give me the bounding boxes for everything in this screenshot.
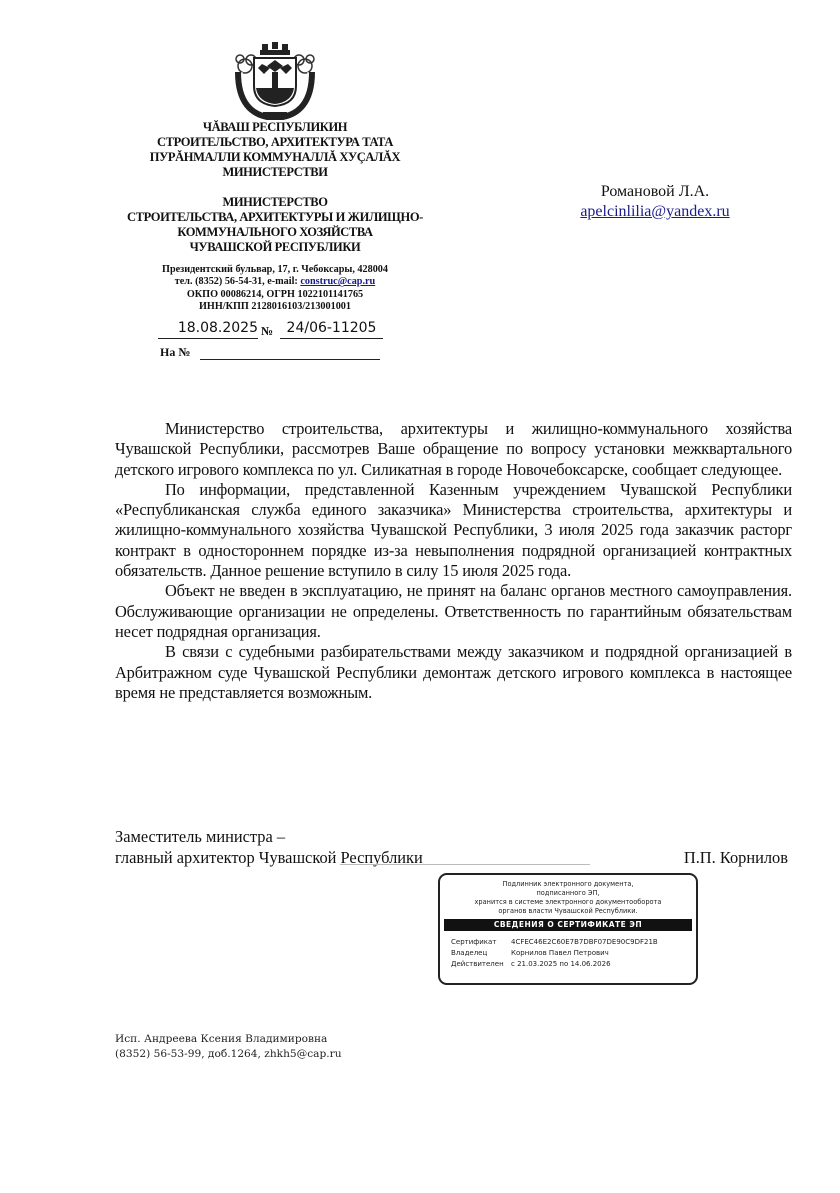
ministry-name-chuvash-line: ЧĂВАШ РЕСПУБЛИКИН	[202, 120, 348, 134]
ministry-name-chuvash-line: ПУРĂНМАЛЛИ КОММУНАЛЛĂ ХУÇАЛĂХ	[149, 150, 401, 164]
stamp-header-line: Подлинник электронного документа,	[502, 880, 634, 888]
ministry-okpo-ogrn: ОКПО 00086214, ОГРН 1022101141765	[186, 288, 364, 300]
stamp-header-line: органов власти Чувашской Республики.	[498, 907, 638, 915]
ministry-contacts	[130, 264, 420, 314]
stamp-header-line: подписанного ЭП,	[536, 889, 600, 897]
stamp-details	[451, 937, 696, 970]
letter-body	[115, 419, 792, 703]
ministry-name-chuvash	[110, 120, 440, 180]
executor-name: Исп. Андреева Ксения Владимировна	[115, 1033, 328, 1045]
stamp-value: Корнилов Павел Петрович	[511, 949, 609, 957]
body-paragraph: По информации, представленной Казенным учреждением Чувашской Республики «Республиканская служба единого заказчика» Министерства строительства, архитектуры и жилищно-коммунального хозяйства Чувашской Республики, 3 июля 2025 года заказчик расторг контракт в одностороннем порядке из-за невыполнения подрядной организацией контрактных обязательств. Данное решение вступило в силу 15 июля 2025 года.	[115, 479, 792, 581]
ministry-inn-kpp: ИНН/КПП 2128016103/213001001	[199, 301, 351, 313]
stamp-key: Сертификат	[451, 938, 497, 946]
ministry-name-chuvash-line: МИНИСТЕРСТВИ	[222, 165, 328, 179]
reference-line	[158, 345, 383, 361]
stamp-key: Действителен	[451, 960, 504, 968]
addressee-block	[555, 182, 755, 222]
ministry-name-russian-line: КОММУНАЛЬНОГО ХОЗЯЙСТВА	[177, 225, 373, 239]
stamp-key: Владелец	[451, 949, 488, 957]
addressee-email-link[interactable]: apelcinlilia@yandex.ru	[580, 203, 730, 220]
stamp-value: 4CFEC46E2C60E7B7DBF07DE90C9DF21B	[511, 938, 658, 946]
body-paragraph: Объект не введен в эксплуатацию, не принят на баланс органов местного самоуправления. Обслуживающие организации не определены. Ответственность по гарантийным обязательствам несет подрядная организация.	[115, 581, 792, 641]
ministry-phone: тел. (8352) 56-54-31, e-mail:	[174, 276, 301, 288]
stamp-header-line: хранится в системе электронного документооборота	[474, 898, 662, 906]
signatory-position-line2: главный архитектор Чувашской Республики	[115, 848, 423, 867]
reference-blank-field	[200, 359, 380, 360]
signature-underline	[340, 864, 590, 865]
ministry-name-russian-line: МИНИСТЕРСТВО	[222, 195, 328, 209]
addressee-name: Романовой Л.А.	[600, 183, 710, 200]
ministry-name-russian-line: ЧУВАШСКОЙ РЕСПУБЛИКИ	[189, 240, 361, 254]
e-signature-stamp	[438, 873, 698, 985]
registration-number-label: №	[261, 324, 274, 338]
ministry-name-russian	[110, 195, 440, 255]
registration-date: 18.08.2025	[158, 318, 258, 339]
registration-line	[158, 318, 388, 340]
stamp-title: СВЕДЕНИЯ О СЕРТИФИКАТЕ ЭП	[444, 919, 692, 931]
ministry-email-link[interactable]: construc@cap.ru	[300, 276, 376, 288]
ministry-address: Президентский бульвар, 17, г. Чебоксары, 428004	[162, 264, 388, 275]
executor-block	[115, 1032, 342, 1061]
body-paragraph: Министерство строительства, архитектуры и жилищно-коммунального хозяйства Чувашской Республики, рассмотрев Ваше обращение по вопросу установки межквартального детского игрового комплекса по ул. Силикатная в городе Новочебоксарске, сообщает следующее.	[115, 419, 792, 479]
stamp-header	[440, 880, 696, 916]
ministry-name-chuvash-line: СТРОИТЕЛЬСТВО, АРХИТЕКТУРА ТАТА	[157, 135, 393, 149]
ministry-phone-email	[130, 276, 420, 288]
stamp-row-certificate	[451, 937, 696, 948]
stamp-value: с 21.03.2025 по 14.06.2026	[511, 960, 611, 968]
signatory-position-line1: Заместитель министра –	[115, 827, 286, 846]
registration-number: 24/06-11205	[280, 318, 383, 339]
stamp-row-owner	[451, 948, 696, 959]
executor-contacts: (8352) 56-53-99, доб.1264, zhkh5@cap.ru	[115, 1047, 342, 1060]
reference-label: На №	[160, 345, 191, 359]
ministry-name-russian-line: СТРОИТЕЛЬСТВА, АРХИТЕКТУРЫ И ЖИЛИЩНО-	[127, 210, 423, 224]
stamp-row-validity	[451, 959, 696, 970]
signatory-name: П.П. Корнилов	[683, 848, 788, 867]
body-paragraph: В связи с судебными разбирательствами между заказчиком и подрядной организацией в Арбитражном суде Чувашской Республики демонтаж детского игрового комплекса в настоящее время не представляется возможным.	[115, 642, 792, 702]
chuvash-republic-emblem-icon	[228, 42, 322, 120]
signature-block	[115, 826, 792, 868]
